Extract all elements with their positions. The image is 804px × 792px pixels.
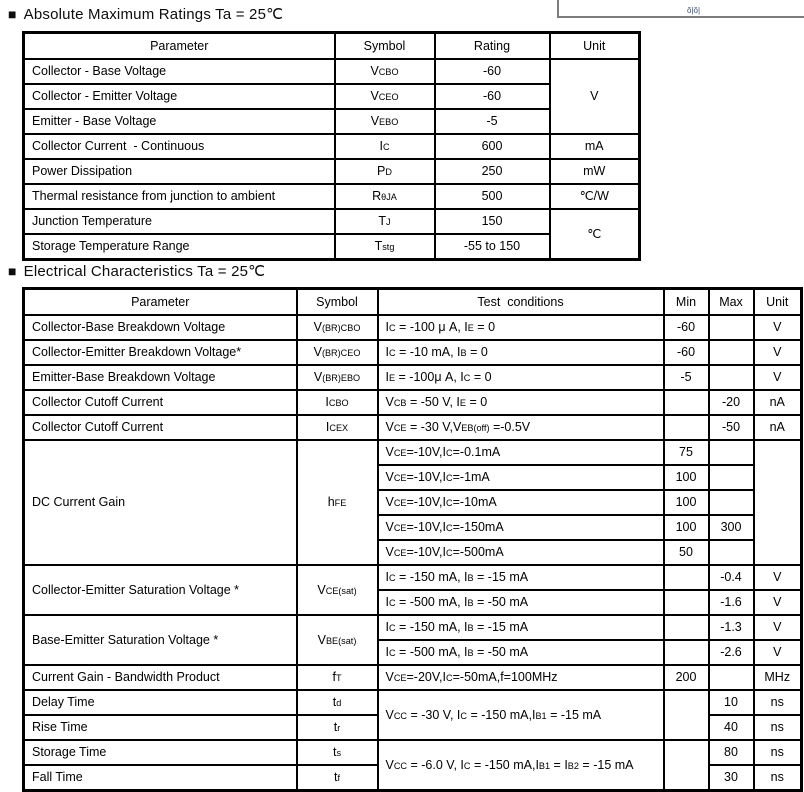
table-row [24,234,640,260]
table-row [24,134,640,159]
table-cell: -60 [664,340,709,365]
table-cell: IC = -500 mA, IB = -50 mA [378,640,664,665]
column-header: Parameter [24,289,297,316]
table-cell [664,740,709,791]
table-row [24,365,802,390]
table-cell: mA [550,134,640,159]
subscript: C [388,623,396,634]
section-title-absolute-maximum-ratings [8,5,283,23]
subscript: r [337,723,341,734]
table-cell: -55 to 150 [435,234,550,260]
subscript: CEX [329,423,349,434]
table-cell: hFE [297,440,378,565]
table-cell: 200 [664,665,709,690]
table-cell: Emitter - Base Voltage [24,109,335,134]
subscript: E [388,373,396,384]
subscript: s [336,748,342,759]
table-cell: IC = -150 mA, IB = -15 mA [378,565,664,590]
table-cell: V [754,590,802,615]
subscript: (BR)CEO [321,348,361,359]
subscript: BE(sat) [325,635,357,646]
table-cell: V [754,365,802,390]
subscript: C [388,323,396,334]
subscript: CE(sat) [325,585,357,596]
table-cell [709,315,754,340]
subscript: EB(off) [461,423,490,434]
table-cell: VCC = -30 V, IC = -150 mA,IB1 = -15 mA [378,690,664,740]
table-cell: -0.4 [709,565,754,590]
table-cell: -1.3 [709,615,754,640]
subscript: (BR)EBO [322,373,361,384]
table-cell: ns [754,740,802,765]
table-cell: ts [297,740,378,765]
column-header: Symbol [297,289,378,316]
table-cell: Fall Time [24,765,297,791]
section-title-text: Absolute Maximum Ratings Ta = 25℃ [23,6,284,23]
table-cell: VCE=-10V,IC=-0.1mA [378,440,664,465]
table-cell: VCB = -50 V, IE = 0 [378,390,664,415]
figure-fragment-text: ŏ|ŏ| [687,6,701,15]
table-cell: V [754,340,802,365]
table-cell: VCE=-10V,IC=-150mA [378,515,664,540]
table-cell: IC = -500 mA, IB = -50 mA [378,590,664,615]
table-cell: VCE = -30 V,VEB(off) =-0.5V [378,415,664,440]
subscript: B1 [538,760,551,771]
subscript: C [460,710,468,721]
table-cell: Collector Current - Continuous [24,134,335,159]
table-cell: Collector Cutoff Current [24,390,297,415]
table-cell [664,565,709,590]
table-cell: ns [754,715,802,740]
section-title-text: Electrical Characteristics Ta = 25℃ [23,263,266,280]
subscript: B [467,598,474,609]
subscript: CEO [378,92,399,103]
subscript: EBO [379,117,399,128]
table-cell: IC = -150 mA, IB = -15 mA [378,615,664,640]
absolute-maximum-ratings-table [22,31,641,261]
table-cell: IC = -100 μ A, IE = 0 [378,315,664,340]
table-cell: V(BR)EBO [297,365,378,390]
table-cell: -60 [435,84,550,109]
table-cell [664,390,709,415]
subscript: CE [393,673,407,684]
table-cell: Current Gain - Bandwidth Product [24,665,297,690]
table-cell: Rise Time [24,715,297,740]
table-cell: 50 [664,540,709,565]
column-header: Parameter [24,33,335,60]
subscript: C [446,673,453,684]
table-cell: IC [335,134,435,159]
table-header-row [24,33,640,60]
table-cell [709,465,754,490]
table-cell [664,640,709,665]
table-cell [709,665,754,690]
table-cell: 30 [709,765,754,791]
subscript: CBO [378,67,399,78]
table-cell: Collector - Emitter Voltage [24,84,335,109]
table-cell: Thermal resistance from junction to ambient [24,184,335,209]
table-cell: nA [754,415,802,440]
table-cell: ℃/W [550,184,640,209]
table-cell: -60 [664,315,709,340]
table-cell: Power Dissipation [24,159,335,184]
table-cell: nA [754,390,802,415]
subscript: B [460,348,467,359]
table-cell [664,615,709,640]
table-cell [709,440,754,465]
table-cell: ICBO [297,390,378,415]
subscript: B1 [535,710,547,721]
table-cell: 10 [709,690,754,715]
table-cell: -5 [664,365,709,390]
table-cell: 40 [709,715,754,740]
section-title-electrical-characteristics [8,262,265,280]
subscript: CB [393,398,407,409]
table-row [24,315,802,340]
table-cell: 300 [709,515,754,540]
table-cell: -50 [709,415,754,440]
table-cell: ns [754,765,802,791]
figure-fragment-box [557,0,804,18]
table-cell: IE = -100μ A, IC = 0 [378,365,664,390]
table-row [24,109,640,134]
table-row [24,209,640,234]
table-row [24,159,640,184]
subscript: B [467,648,474,659]
table-cell [709,340,754,365]
subscript: CE [393,448,407,459]
table-cell: Junction Temperature [24,209,335,234]
subscript: CE [393,523,407,534]
table-cell: 500 [435,184,550,209]
table-cell: Tstg [335,234,435,260]
table-row [24,59,640,84]
table-cell: -20 [709,390,754,415]
table-row [24,665,802,690]
table-cell: VCBO [335,59,435,84]
table-cell: tf [297,765,378,791]
table-row [24,184,640,209]
table-cell: VEBO [335,109,435,134]
table-cell: Collector-Emitter Breakdown Voltage* [24,340,297,365]
subscript: d [336,698,342,709]
table-cell: 100 [664,465,709,490]
table-cell: 600 [435,134,550,159]
column-header: Min [664,289,709,316]
table-cell: ns [754,690,802,715]
table-cell: V(BR)CEO [297,340,378,365]
table-cell [709,540,754,565]
table-row [24,690,802,715]
table-cell: VCE=-10V,IC=-500mA [378,540,664,565]
table-cell: 100 [664,515,709,540]
subscript: stg [382,242,395,253]
table-cell: VCEO [335,84,435,109]
subscript: B [467,573,474,584]
table-row [24,440,802,465]
table-row [24,615,802,640]
subscript: C [446,523,453,534]
subscript: E [467,323,474,334]
subscript: CC [393,760,408,771]
subscript: FE [334,498,347,509]
table-cell: VCE=-20V,IC=-50mA,f=100MHz [378,665,664,690]
table-cell [664,415,709,440]
subscript: C [388,573,396,584]
table-cell: DC Current Gain [24,440,297,565]
subscript: C [446,473,453,484]
subscript: C [446,498,453,509]
table-cell [664,690,709,740]
section-bullet-icon: ■ [8,6,17,22]
subscript: θJA [381,192,397,203]
table-cell: fT [297,665,378,690]
subscript: CE [393,498,407,509]
table-cell: -1.6 [709,590,754,615]
table-cell: V(BR)CBO [297,315,378,340]
subscript: B [467,623,474,634]
table-cell: Collector-Emitter Saturation Voltage * [24,565,297,615]
table-cell [754,440,802,565]
table-cell: td [297,690,378,715]
table-cell: V [754,315,802,340]
table-cell: Storage Time [24,740,297,765]
table-row [24,84,640,109]
table-row [24,565,802,590]
subscript: CE [393,548,407,559]
electrical-characteristics-table [22,287,803,792]
table-cell: Delay Time [24,690,297,715]
table-cell: RθJA [335,184,435,209]
table-cell: 100 [664,490,709,515]
table-cell: 150 [435,209,550,234]
subscript: C [388,598,396,609]
table-cell: 250 [435,159,550,184]
table-header-row [24,289,802,316]
subscript: D [385,167,392,178]
table-cell: IC = -10 mA, IB = 0 [378,340,664,365]
table-cell [709,490,754,515]
table-cell: PD [335,159,435,184]
subscript: CBO [328,398,349,409]
subscript: C [382,142,390,153]
subscript: (BR)CBO [321,323,361,334]
table-cell: mW [550,159,640,184]
table-row [24,740,802,765]
subscript: C [388,648,396,659]
subscript: CE [393,423,407,434]
subscript: CC [393,710,408,721]
table-row [24,340,802,365]
table-cell: MHz [754,665,802,690]
table-cell: TJ [335,209,435,234]
subscript: C [388,348,396,359]
table-cell: Emitter-Base Breakdown Voltage [24,365,297,390]
table-cell: Storage Temperature Range [24,234,335,260]
table-cell: Collector Cutoff Current [24,415,297,440]
column-header: Unit [754,289,802,316]
column-header: Rating [435,33,550,60]
table-cell: VBE(sat) [297,615,378,665]
subscript: J [386,217,391,228]
table-cell [709,365,754,390]
column-header: Test conditions [378,289,664,316]
table-cell: tr [297,715,378,740]
table-cell: V [550,59,640,134]
table-cell: VCC = -6.0 V, IC = -150 mA,IB1 = IB2 = -15 mA [378,740,664,791]
table-cell: -60 [435,59,550,84]
subscript: f [337,773,340,784]
subscript: E [459,398,466,409]
table-cell: VCE=-10V,IC=-10mA [378,490,664,515]
table-row [24,415,802,440]
table-cell: VCE(sat) [297,565,378,615]
subscript: B2 [567,760,579,771]
table-row [24,390,802,415]
column-header: Unit [550,33,640,60]
table-cell [664,590,709,615]
table-cell: VCE=-10V,IC=-1mA [378,465,664,490]
subscript: C [463,373,471,384]
table-cell: V [754,640,802,665]
table-cell: 80 [709,740,754,765]
section-bullet-icon: ■ [8,263,17,279]
table-cell: Base-Emitter Saturation Voltage * [24,615,297,665]
subscript: CE [393,473,407,484]
table-cell: V [754,565,802,590]
subscript: C [446,448,453,459]
table-cell: ICEX [297,415,378,440]
column-header: Max [709,289,754,316]
table-cell: -2.6 [709,640,754,665]
column-header: Symbol [335,33,435,60]
table-cell: Collector-Base Breakdown Voltage [24,315,297,340]
subscript: C [446,548,453,559]
subscript: T [335,673,342,684]
subscript: C [463,760,471,771]
table-cell: -5 [435,109,550,134]
table-cell: V [754,615,802,640]
table-cell: Collector - Base Voltage [24,59,335,84]
table-cell: ℃ [550,209,640,260]
table-cell: 75 [664,440,709,465]
